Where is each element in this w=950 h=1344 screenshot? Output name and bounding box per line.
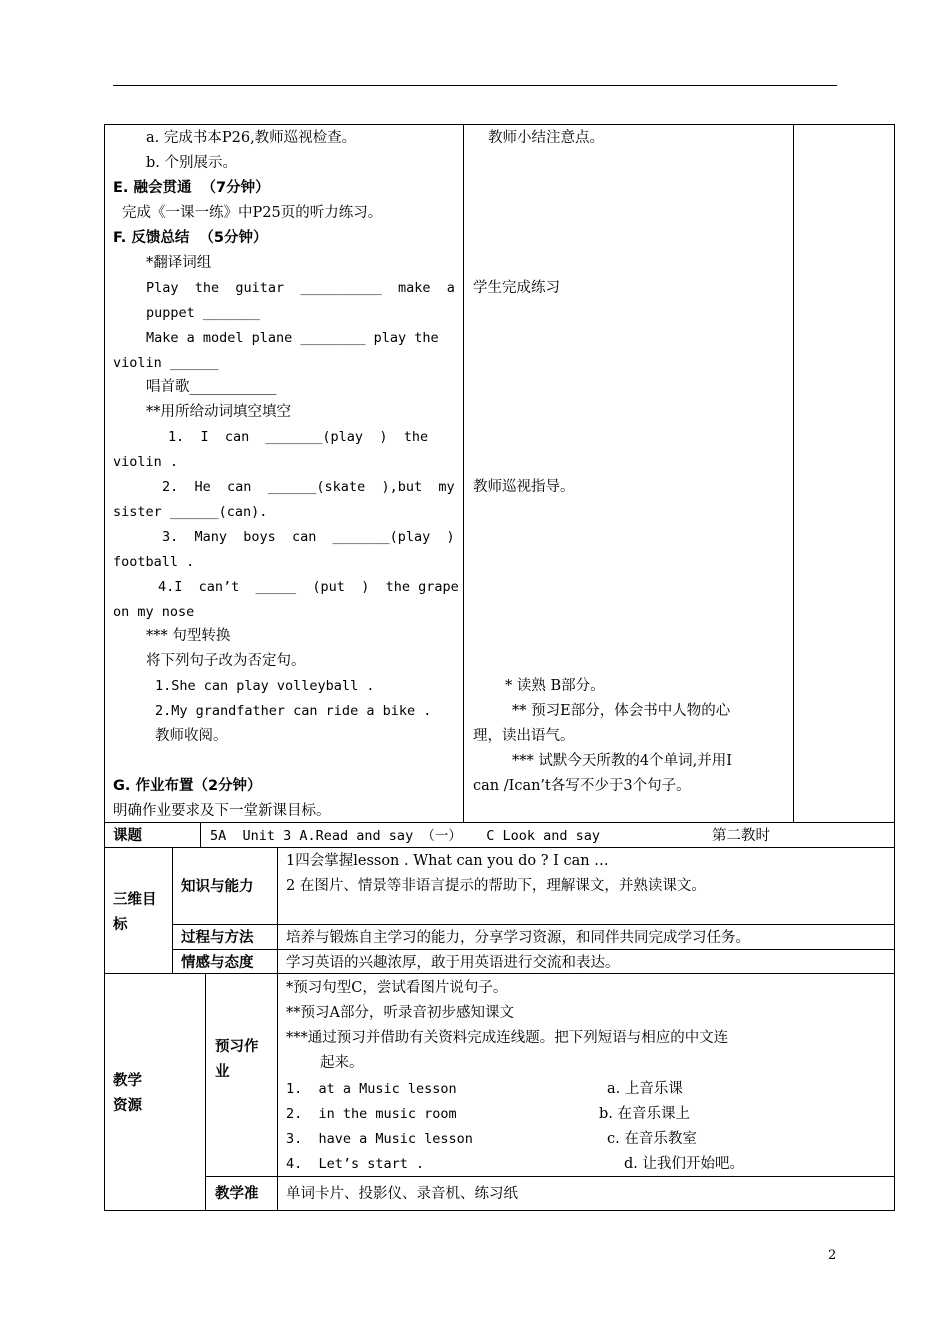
exercise-line: 1.She can play volleyball . bbox=[155, 678, 375, 694]
exercise-line: 4.I can’t _____ (put ) the grape bbox=[158, 579, 459, 595]
prep-label: 教学准 bbox=[215, 1186, 259, 1202]
activity-text: 理，读出语气。 bbox=[473, 728, 575, 744]
exercise-line: football . bbox=[113, 554, 195, 570]
matching-phrase: 4. Let’s start . bbox=[286, 1156, 425, 1172]
divider bbox=[104, 973, 895, 974]
step-text: 完成《一课一练》中P25页的听力练习。 bbox=[122, 205, 383, 221]
exercise-line: violin ______ bbox=[113, 355, 219, 371]
exercise-line: 唱首歌____________ bbox=[146, 379, 277, 395]
divider bbox=[463, 124, 464, 822]
step-text: 将下列句子改为否定句。 bbox=[146, 653, 306, 669]
resources-label: 资源 bbox=[113, 1098, 142, 1114]
lesson-title-label: 课题 bbox=[113, 828, 142, 844]
step-text: **用所给动词填空填空 bbox=[146, 404, 291, 420]
activity-text: 教师小结注意点。 bbox=[488, 130, 604, 146]
matching-meaning: c. 在音乐教室 bbox=[607, 1131, 697, 1147]
step-text: 教师收阅。 bbox=[155, 728, 228, 744]
divider bbox=[205, 973, 206, 1211]
page-number: 2 bbox=[828, 1248, 837, 1263]
exercise-line: violin . bbox=[113, 454, 179, 470]
emotion-text: 学习英语的兴趣浓厚，敢于用英语进行交流和表达。 bbox=[286, 955, 620, 971]
prep-text: 单词卡片、投影仪、录音机、练习纸 bbox=[286, 1186, 518, 1202]
divider bbox=[793, 124, 794, 822]
matching-phrase: 1. at a Music lesson bbox=[286, 1081, 457, 1097]
knowledge-text: 2 在图片、情景等非语言提示的帮助下，理解课文，并熟读课文。 bbox=[286, 878, 706, 894]
divider bbox=[104, 822, 895, 823]
step-text: 明确作业要求及下一堂新课目标。 bbox=[113, 803, 331, 819]
knowledge-label: 知识与能力 bbox=[181, 879, 254, 895]
exercise-line: 1. I can _______(play ) the bbox=[168, 429, 429, 445]
section-heading: E. 融会贯通 （7分钟） bbox=[113, 180, 270, 196]
divider bbox=[172, 924, 895, 925]
step-text: a. 完成书本P26,教师巡视检查。 bbox=[146, 130, 357, 146]
divider bbox=[200, 822, 201, 847]
exercise-line: 2. He can ______(skate ),but my bbox=[162, 479, 455, 495]
exercise-line: puppet _______ bbox=[146, 305, 260, 321]
exercise-line: sister ______(can). bbox=[113, 504, 268, 520]
matching-meaning: a. 上音乐课 bbox=[607, 1081, 683, 1097]
preview-label: 业 bbox=[215, 1064, 230, 1080]
lesson-period: 第二教时 bbox=[712, 828, 770, 844]
preview-text: 起来。 bbox=[320, 1055, 364, 1071]
preview-text: *预习句型C，尝试看图片说句子。 bbox=[286, 980, 508, 996]
activity-text: * 读熟 B部分。 bbox=[505, 678, 605, 694]
process-text: 培养与锻炼自主学习的能力，分享学习资源，和同伴共同完成学习任务。 bbox=[286, 930, 750, 946]
step-text: b. 个别展示。 bbox=[146, 155, 237, 171]
exercise-line: 3. Many boys can _______(play ) bbox=[162, 529, 455, 545]
knowledge-text: 1四会掌握lesson . What can you do ? I can … bbox=[286, 853, 609, 869]
preview-text: ***通过预习并借助有关资料完成连线题。把下列短语与相应的中文连 bbox=[286, 1030, 729, 1046]
section-heading: G. 作业布置（2分钟） bbox=[113, 778, 262, 794]
divider bbox=[205, 1176, 895, 1177]
header-rule bbox=[113, 85, 837, 86]
emotion-label: 情感与态度 bbox=[181, 955, 254, 971]
activity-text: *** 试默今天所教的4个单词,并用I bbox=[512, 753, 732, 769]
lesson-title: 5A Unit 3 A.Read and say （一） C Look and say bbox=[210, 828, 600, 844]
section-heading: F. 反馈总结 （5分钟） bbox=[113, 230, 268, 246]
activity-text: can /Ican’t各写不少于3个句子。 bbox=[473, 778, 691, 794]
preview-text: **预习A部分，听录音初步感知课文 bbox=[286, 1005, 514, 1021]
matching-meaning: b. 在音乐课上 bbox=[599, 1106, 690, 1122]
divider bbox=[277, 847, 278, 973]
divider bbox=[104, 847, 895, 848]
divider bbox=[172, 949, 895, 950]
matching-phrase: 2. in the music room bbox=[286, 1106, 457, 1122]
goals-label: 标 bbox=[113, 917, 128, 933]
goals-label: 三维目 bbox=[113, 892, 157, 908]
exercise-line: Play the guitar __________ make a bbox=[146, 280, 455, 296]
step-text: *** 句型转换 bbox=[146, 628, 231, 644]
preview-label: 预习作 bbox=[215, 1039, 259, 1055]
activity-text: 教师巡视指导。 bbox=[473, 479, 575, 495]
activity-text: 学生完成练习 bbox=[473, 280, 560, 296]
exercise-line: on my nose bbox=[113, 604, 195, 620]
matching-phrase: 3. have a Music lesson bbox=[286, 1131, 473, 1147]
divider bbox=[172, 847, 173, 973]
process-label: 过程与方法 bbox=[181, 930, 254, 946]
exercise-line: Make a model plane ________ play the bbox=[146, 330, 439, 346]
divider bbox=[277, 973, 278, 1211]
step-text: *翻译词组 bbox=[146, 255, 212, 271]
resources-label: 教学 bbox=[113, 1073, 142, 1089]
matching-meaning: d. 让我们开始吧。 bbox=[624, 1156, 744, 1172]
activity-text: ** 预习E部分，体会书中人物的心 bbox=[512, 703, 731, 719]
exercise-line: 2.My grandfather can ride a bike . bbox=[155, 703, 432, 719]
